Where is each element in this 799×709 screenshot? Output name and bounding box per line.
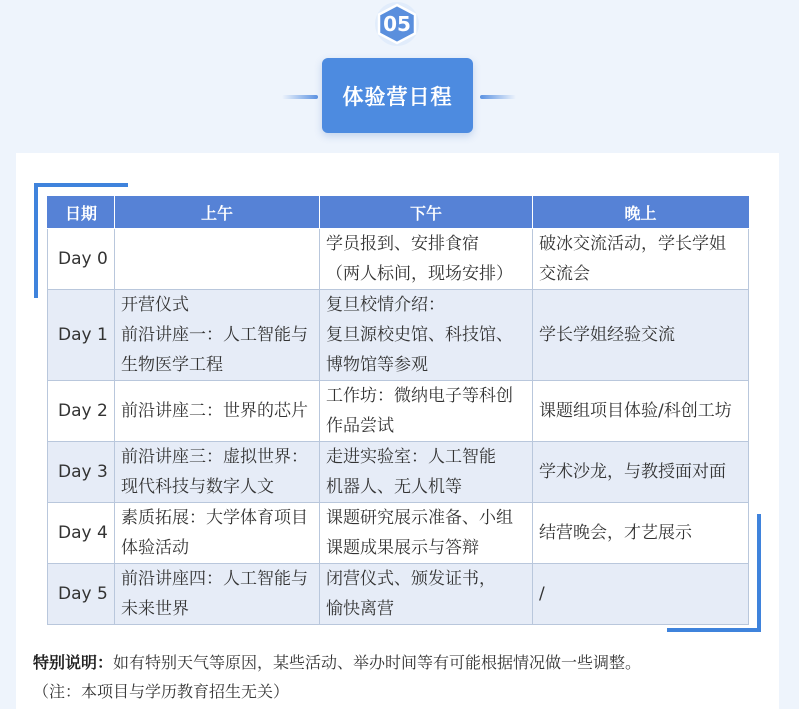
cell-afternoon-text: 闭营仪式、颁发证书， 愉快离营 xyxy=(326,569,496,619)
cell-day: Day 2 xyxy=(48,381,115,442)
table-header-row xyxy=(48,197,749,229)
special-note xyxy=(33,651,773,675)
corner-bracket-bottom-right xyxy=(757,514,761,632)
cell-morning xyxy=(115,442,320,503)
cell-evening xyxy=(533,442,749,503)
cell-morning-text: 前沿讲座三：虚拟世界： 现代科技与数字人文 xyxy=(121,447,308,497)
cell-evening xyxy=(533,503,749,564)
cell-afternoon-text: 走进实验室：人工智能 机器人、无人机等 xyxy=(326,447,496,497)
cell-evening xyxy=(533,229,749,290)
cell-morning-text: 前沿讲座二：世界的芯片 xyxy=(121,401,308,421)
section-number-badge xyxy=(371,0,423,48)
cell-morning xyxy=(115,503,320,564)
cell-evening xyxy=(533,381,749,442)
corner-bracket-top-left xyxy=(34,183,38,298)
cell-evening-text: 学术沙龙，与教授面对面 xyxy=(539,462,726,482)
cell-afternoon xyxy=(320,381,533,442)
cell-evening-text: 破冰交流活动，学长学姐 交流会 xyxy=(539,234,726,284)
cell-evening xyxy=(533,564,749,625)
section-number: 05 xyxy=(383,12,411,36)
cell-afternoon xyxy=(320,290,533,381)
cell-afternoon-text: 复旦校情介绍： 复旦源校史馆、科技馆、 博物馆等参观 xyxy=(326,295,513,375)
cell-morning-text: 开营仪式 前沿讲座一：人工智能与 生物医学工程 xyxy=(121,295,308,375)
cell-day: Day 1 xyxy=(48,290,115,381)
corner-bracket-top-left-h xyxy=(34,183,128,187)
cell-morning xyxy=(115,564,320,625)
section-title-box xyxy=(322,58,473,133)
table-row xyxy=(48,381,749,442)
table-row xyxy=(48,290,749,381)
title-decor-line-right xyxy=(480,95,516,99)
cell-morning xyxy=(115,229,320,290)
title-decor-line-left xyxy=(282,95,318,99)
cell-afternoon-text: 课题研究展示准备、小组 课题成果展示与答辩 xyxy=(326,508,513,558)
cell-morning xyxy=(115,381,320,442)
table-row xyxy=(48,564,749,625)
cell-evening-text: 结营晚会，才艺展示 xyxy=(539,523,692,543)
cell-day: Day 0 xyxy=(48,229,115,290)
cell-evening xyxy=(533,290,749,381)
cell-evening-text: 课题组项目体验/科创工坊 xyxy=(539,401,732,421)
header-morning: 上午 xyxy=(115,197,320,229)
corner-bracket-bottom-right-h xyxy=(667,628,761,632)
cell-day: Day 4 xyxy=(48,503,115,564)
cell-evening-text: / xyxy=(539,584,545,604)
cell-morning-text: 素质拓展：大学体育项目 体验活动 xyxy=(121,508,308,558)
special-note-label: 特别说明： xyxy=(33,653,114,672)
cell-morning-text: 前沿讲座四：人工智能与 未来世界 xyxy=(121,569,308,619)
table-row xyxy=(48,229,749,290)
table-row xyxy=(48,442,749,503)
cell-afternoon-text: 学员报到、安排食宿 （两人标间，现场安排） xyxy=(326,234,513,284)
special-note-text: 如有特别天气等原因，某些活动、举办时间等有可能根据情况做一些调整。 xyxy=(113,653,642,672)
table-row xyxy=(48,503,749,564)
cell-morning xyxy=(115,290,320,381)
header-date: 日期 xyxy=(48,197,115,229)
cell-day: Day 3 xyxy=(48,442,115,503)
cell-afternoon-text: 工作坊：微纳电子等科创 作品尝试 xyxy=(326,386,513,436)
section-title: 体验营日程 xyxy=(342,84,453,109)
cell-day: Day 5 xyxy=(48,564,115,625)
schedule-table xyxy=(47,196,749,625)
cell-afternoon xyxy=(320,503,533,564)
cell-afternoon xyxy=(320,229,533,290)
cell-evening-text: 学长学姐经验交流 xyxy=(539,325,675,345)
header-afternoon: 下午 xyxy=(320,197,533,229)
cell-afternoon xyxy=(320,564,533,625)
footnote: （注：本项目与学历教育招生无关） xyxy=(33,682,290,701)
header-evening: 晚上 xyxy=(533,197,749,229)
cell-afternoon xyxy=(320,442,533,503)
